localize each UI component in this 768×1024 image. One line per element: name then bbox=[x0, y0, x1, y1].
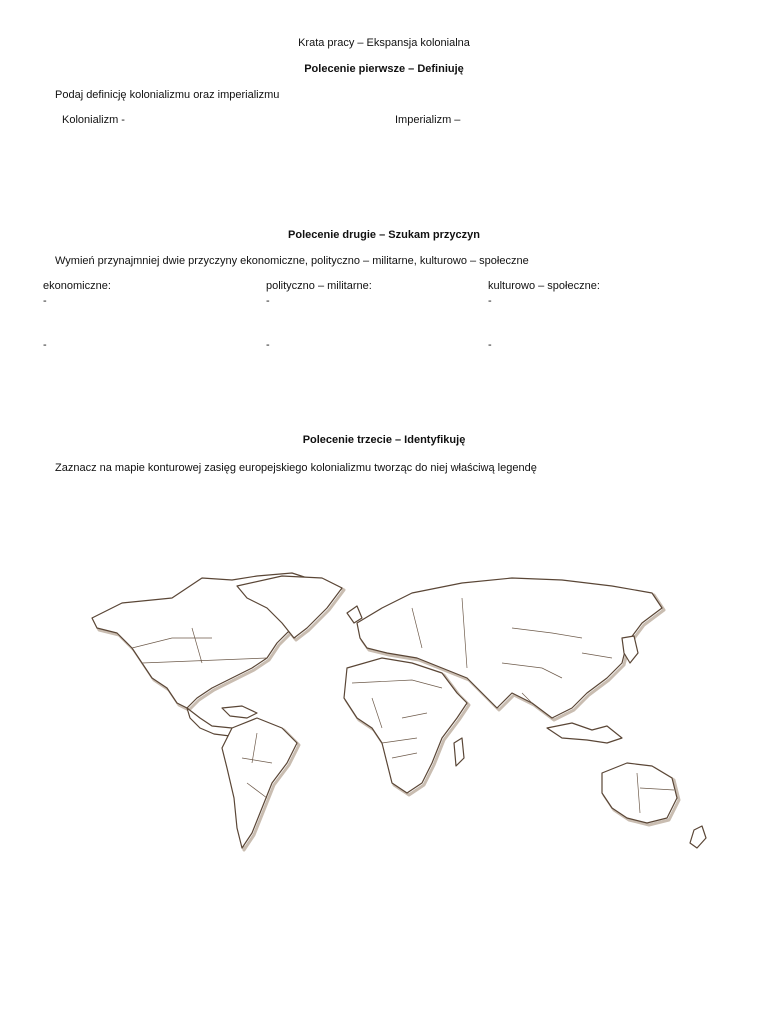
economic-label: ekonomiczne: bbox=[43, 280, 111, 292]
political-military-dash-2: - bbox=[266, 339, 270, 351]
task2-heading: Polecenie drugie – Szukam przyczyn bbox=[288, 229, 480, 241]
political-military-dash-1: - bbox=[266, 295, 270, 307]
cultural-social-label: kulturowo – społeczne: bbox=[488, 280, 600, 292]
task1-instruction: Podaj definicję kolonializmu oraz imperializmu bbox=[55, 89, 280, 101]
task2-instruction: Wymień przynajmniej dwie przyczyny ekonomiczne, polityczno – militarne, kulturowo – społeczne bbox=[55, 255, 529, 267]
task3-instruction: Zaznacz na mapie konturowej zasięg europejskiego kolonializmu tworząc do niej właściwą legendę bbox=[55, 462, 537, 474]
cultural-social-dash-2: - bbox=[488, 339, 492, 351]
imperialism-label: Imperializm – bbox=[395, 114, 461, 126]
economic-dash-1: - bbox=[43, 295, 47, 307]
worksheet-title: Krata pracy – Ekspansja kolonialna bbox=[298, 37, 470, 49]
economic-dash-2: - bbox=[43, 339, 47, 351]
political-military-label: polityczno – militarne: bbox=[266, 280, 372, 292]
task1-heading: Polecenie pierwsze – Definiuję bbox=[304, 63, 464, 75]
colonialism-label: Kolonializm - bbox=[62, 114, 125, 126]
cultural-social-dash-1: - bbox=[488, 295, 492, 307]
world-outline-map bbox=[82, 568, 722, 858]
task3-heading: Polecenie trzecie – Identyfikuję bbox=[302, 434, 466, 446]
